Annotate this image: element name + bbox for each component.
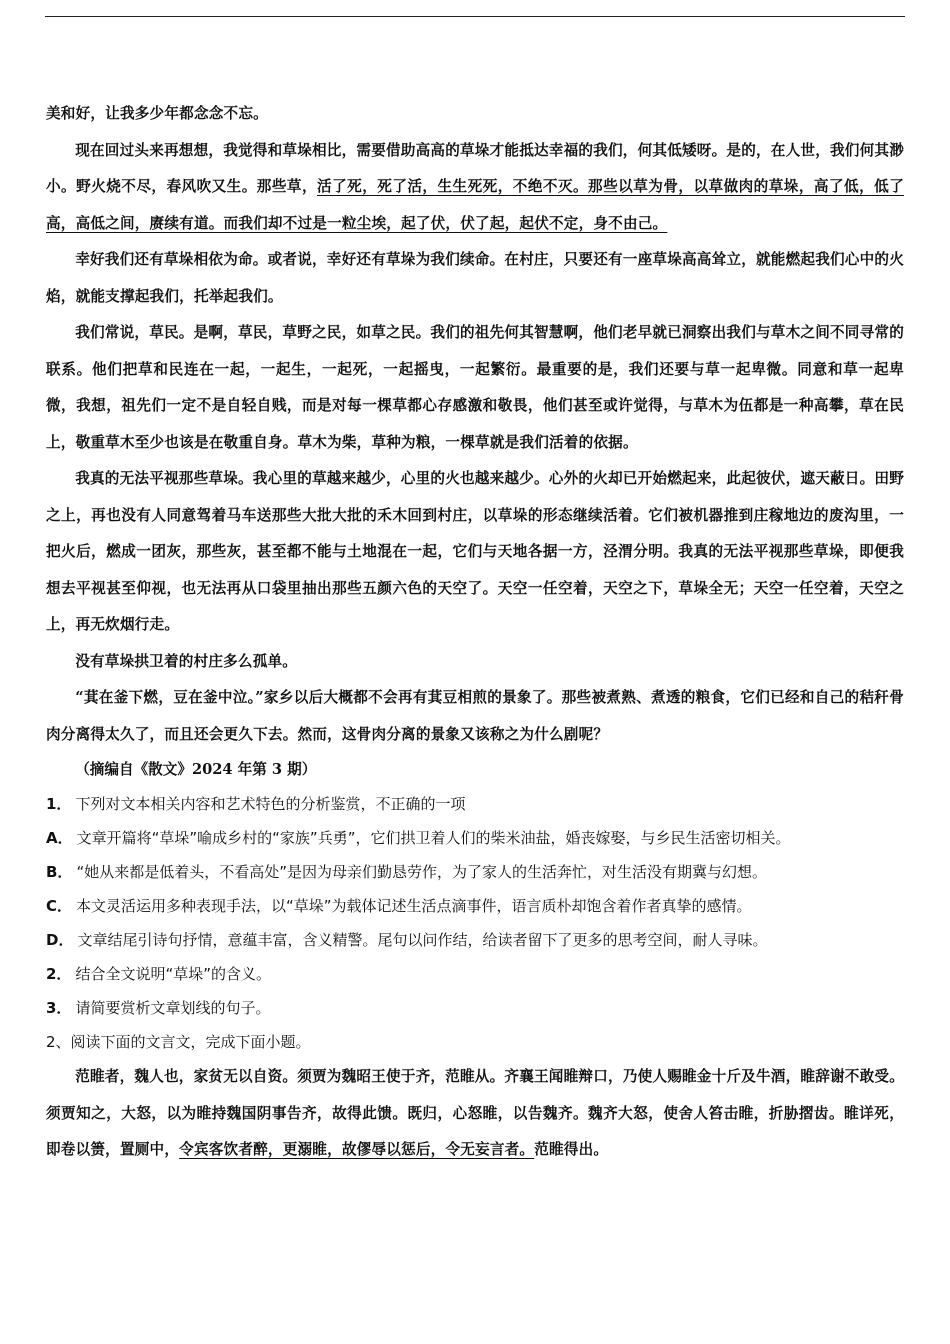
- option-letter: C．: [46, 897, 73, 915]
- passage-paragraph: “萁在釜下燃，豆在釜中泣。”家乡以后大概都不会再有萁豆相煎的景象了。那些被煮熟、煮透的粮食，它们已经和自己的秸秆骨肉分离得太久了，而且还会更久下去。然而，这骨肉分离的景象又该称之为什么剧呢？: [46, 689, 904, 743]
- passage-paragraph: 没有草垛拱卫着的村庄多么孤单。: [75, 652, 298, 670]
- source-citation: （摘编自《散文》2024 年第 3 期）: [75, 761, 317, 778]
- passage-paragraph: 我真的无法平视那些草垛。我心里的草越来越少，心里的火也越来越少。心外的火却已开始燃起来，此起彼伏，遮天蔽日。田野之上，再也没有人同意驾着马车送那些大批大批的禾木回到村庄，以草垛的形态继续活着。它们被机器推到庄稼地边的废沟里，一把火后，燃成一团灰，那些灰，甚至都不能与土地混在一起，它们与天地各据一方，泾渭分明。我真的无法平视那些草垛，即便我想去平视甚至仰视，也无法再从口袋里抽出那些五颜六色的天空了。天空一任空着，天空之下，草垛全无；天空一任空着，天空之上，再无炊烟行走。: [46, 470, 904, 633]
- option-c: [46, 889, 904, 923]
- question-number: 2．: [46, 965, 72, 983]
- underlined-sentence: 活了死，死了活，生生死死，不绝不灭。那些以草为骨，以草做肉的草垛，高了低，低了高，高低之间，赓续有道。而我们却不过是一粒尘埃，起了伏，伏了起，起伏不定，身不由己。: [46, 178, 904, 232]
- paragraph-text: 范睢得出。: [534, 1141, 609, 1158]
- option-letter: B．: [46, 863, 73, 881]
- passage-paragraph: [46, 133, 904, 243]
- paragraph-text: 现在回过头来再想想，我觉得和草垛相比，需要借助高高的草垛才能抵达幸福的我们，何其低矮呀。是的，在人世，我们何其渺小。野火烧不尽，春风吹又生。那些草，: [46, 141, 904, 195]
- question-text: 请简要赏析文章划线的句子。: [75, 999, 271, 1017]
- option-letter: A．: [46, 829, 73, 847]
- question-2: [46, 957, 904, 991]
- option-b: [46, 855, 904, 889]
- option-a: [46, 821, 904, 855]
- question-text: 下列对文本相关内容和艺术特色的分析鉴赏，不正确的一项: [75, 795, 466, 813]
- option-letter: D．: [46, 931, 74, 949]
- question-number: 1．: [46, 795, 72, 813]
- option-d: [46, 923, 904, 957]
- option-text: 文章开篇将“草垛”喻成乡村的“家族”兵勇”，它们拱卫着人们的柴米油盐，婚丧嫁娶，与乡民生活密切相关。: [76, 829, 791, 847]
- passage-paragraph: 美和好，让我多少年都念念不忘。: [46, 105, 268, 122]
- section-heading: 2、阅读下面的文言文，完成下面小题。: [46, 1033, 311, 1051]
- option-text: 本文灵活运用多种表现手法，以“草垛”为载体记述生活点滴事件，语言质朴却饱含着作者真挚的感情。: [76, 897, 752, 915]
- question-3: [46, 991, 904, 1025]
- option-text: “她从来都是低着头，不看高处”是因为母亲们勤恳劳作，为了家人的生活奔忙，对生活没有期冀与幻想。: [76, 863, 767, 881]
- option-text: 文章结尾引诗句抒情，意蕴丰富，含义精警。尾句以问作结，给读者留下了更多的思考空间，耐人寻味。: [77, 931, 768, 949]
- question-1: [46, 787, 904, 821]
- passage-paragraph: 幸好我们还有草垛相依为命。或者说，幸好还有草垛为我们续命。在村庄，只要还有一座草垛高高耸立，就能燃起我们心中的火焰，就能支撑起我们，托举起我们。: [46, 251, 904, 305]
- paragraph-text: 范睢者，魏人也，家贫无以自资。须贾为魏昭王使于齐，范睢从。齐襄王闻睢辩口，乃使人赐睢金十斤及牛酒，睢辞谢不敢受。须贾知之，大怒，以为睢持魏国阴事告齐，故得此馈。既归，心怒睢，以告魏齐。魏齐大怒，使舍人笞击睢，折胁摺齿。睢详死，即卷以箦，置厕中，: [46, 1068, 904, 1158]
- document-body: [46, 96, 904, 1169]
- classical-passage: [46, 1059, 904, 1169]
- header-rule: [45, 16, 905, 17]
- question-number: 3．: [46, 999, 72, 1017]
- question-text: 结合全文说明“草垛”的含义。: [75, 965, 271, 983]
- passage-paragraph: 我们常说，草民。是啊，草民，草野之民，如草之民。我们的祖先何其智慧啊，他们老早就已洞察出我们与草木之间不同寻常的联系。他们把草和民连在一起，一起生，一起死，一起摇曳，一起繁衍。最重要的是，我们还要与草一起卑微。同意和草一起卑微，我想，祖先们一定不是自轻自贱，而是对每一棵草都心存感激和敬畏，他们甚至或许觉得，与草木为伍都是一种高攀，草在民上，敬重草木至少也该是在敬重自身。草木为柴，草种为粮，一棵草就是我们活着的依据。: [46, 324, 904, 451]
- underlined-sentence: 令宾客饮者醉，更溺睢，故僇辱以惩后，令无妄言者。: [179, 1141, 535, 1158]
